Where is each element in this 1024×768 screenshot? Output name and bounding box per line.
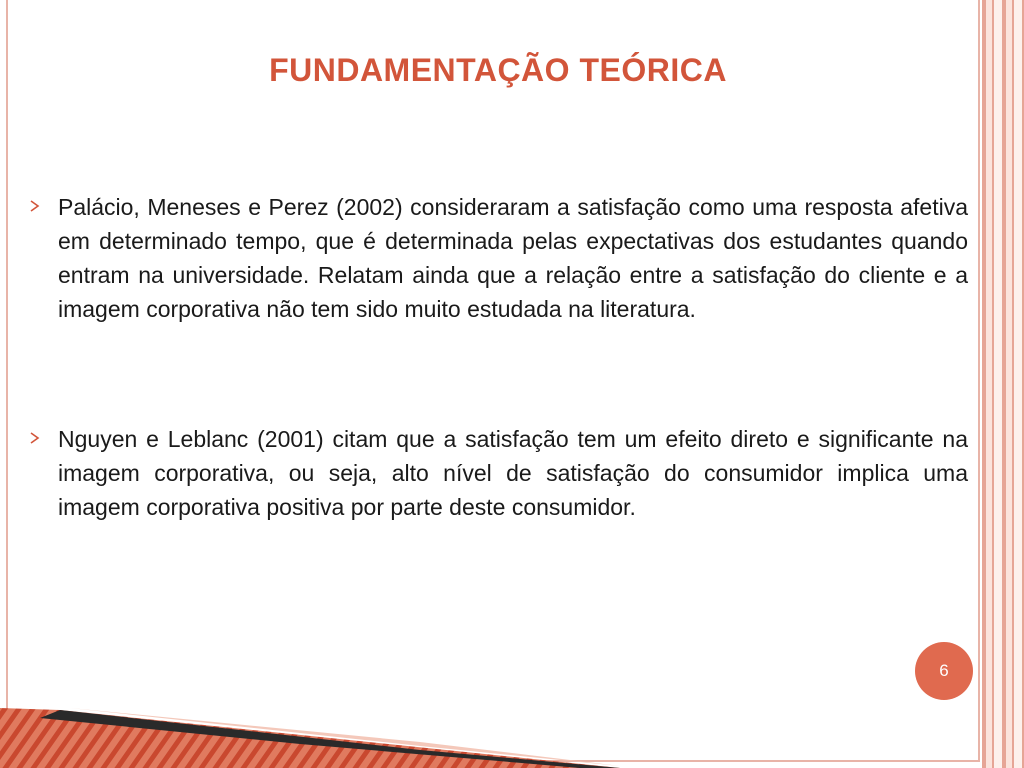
bullet-item — [24, 422, 968, 524]
slide-title: FUNDAMENTAÇÃO TEÓRICA — [269, 52, 727, 88]
chevron-right-icon — [28, 426, 42, 450]
bullet-text: Nguyen e Leblanc (2001) citam que a satisfação tem um efeito direto e significante na imagem corporativa, ou seja, alto nível de satisfação do consumidor implica uma imagem corporativa positiva por parte deste consumidor. — [58, 426, 968, 520]
decorative-swoosh — [0, 700, 620, 768]
page-number-badge: 6 — [915, 642, 973, 700]
bullet-text: Palácio, Meneses e Perez (2002) consideraram a satisfação como uma resposta afetiva em determinado tempo, que é determinada pelas expectativas dos estudantes quando entram na universidade. Relatam ainda que a relação entre a satisfação do cliente e a imagem corporativa não tem sido muito estudada na literatura. — [58, 194, 968, 322]
bullet-list — [24, 190, 968, 524]
chevron-right-icon — [28, 194, 42, 218]
bullet-item — [24, 190, 968, 326]
decorative-stripes — [982, 0, 1024, 768]
